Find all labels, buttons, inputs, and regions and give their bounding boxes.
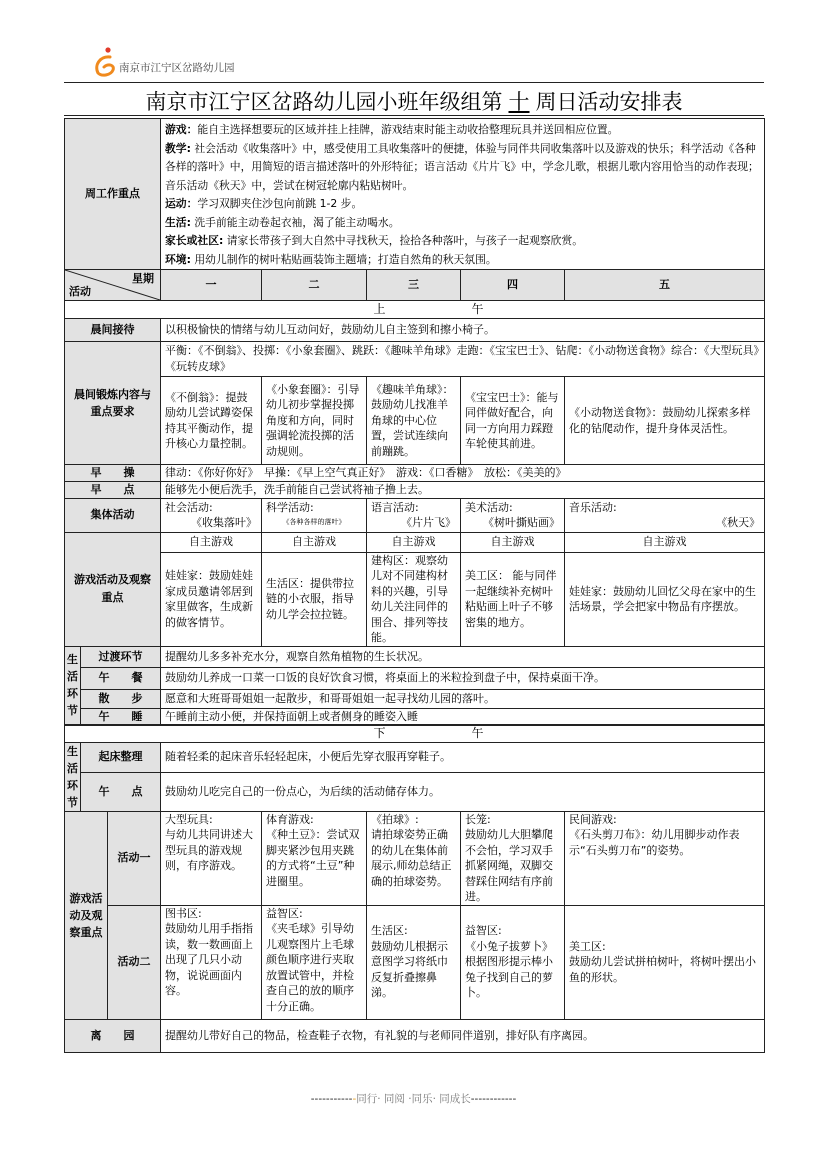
group-activity-wednesday: 语言活动: 《片片飞》 [367, 498, 461, 532]
exercise-thursday: 《宝宝巴士》：能与同伴做好配合，向同一方向用力踩蹬车轮使其前进。 [461, 377, 565, 465]
play-monday: 娃娃家：鼓励娃娃家成员邀请邻居到家里做客，生成新的做客情节。 [161, 552, 262, 646]
reception-label: 晨间接待 [65, 319, 161, 342]
title-rule [64, 115, 764, 116]
weekly-focus-label: 周工作重点 [65, 119, 161, 270]
activity-two-wednesday: 生活区: 鼓励幼儿根据示意图学习将纸巾反复折叠擦鼻涕。 [367, 905, 461, 1019]
reception-text: 以积极愉快的情绪与幼儿互动问好，鼓励幼儿自主签到和擦小椅子。 [161, 319, 765, 342]
footer-motto: ------------同行· 同阅 ·同乐· 同成长------------ [310, 1093, 517, 1105]
life-transition-text: 提醒幼儿多多补充水分，观察自然角植物的生长状况。 [161, 646, 765, 667]
play-tuesday: 生活区：提供带拉链的小衣服，指导幼儿学会拉拉链。 [262, 552, 367, 646]
activity-two-row [65, 905, 765, 1019]
life-lunch-text: 鼓励幼儿养成一口菜一口饭的良好饮食习惯，将桌面上的米粒捡到盘子中，保持桌面干净。 [161, 667, 765, 689]
exercise-label: 晨间锻炼内容与重点要求 [65, 342, 161, 465]
morning-section-row [65, 301, 765, 319]
leave-label: 离 园 [65, 1019, 161, 1052]
group-activity-monday: 社会活动: 《收集落叶》 [161, 498, 262, 532]
morning-exercise-text: 律动：《你好你好》 早操：《早上空气真正好》 游戏：《口香糖》 放松：《美美的》 [161, 465, 765, 482]
play-heading-monday: 自主游戏 [161, 532, 262, 552]
morning-snack-text: 能够先小便后洗手，洗手前能自己尝试将袖子撸上去。 [161, 482, 765, 499]
morning-play-label: 游戏活动及观察重点 [65, 532, 161, 646]
play-heading-friday: 自主游戏 [565, 532, 765, 552]
afternoon-snack-text: 鼓励幼儿吃完自己的一份点心，为后续的活动储存体力。 [161, 772, 765, 811]
morning-exercise-row [65, 465, 765, 482]
morning-snack-row [65, 482, 765, 499]
day-monday: 一 [161, 270, 262, 301]
diagonal-header-cell [65, 270, 161, 301]
morning-snack-label: 早 点 [65, 482, 161, 499]
afternoon-section-row [65, 725, 765, 742]
exercise-summary: 平衡：《不倒翁》、投掷：《小象套圈》、跳跃：《趣味羊角球》走跑：《宝宝巴士》、钻爬：《小动物送食物》综合：《大型玩具》《玩转皮球》 [161, 342, 765, 377]
exercise-tuesday: 《小象套圈》：引导幼儿初步掌握投掷角度和方向，同时强调轮流投掷的活动规则。 [262, 377, 367, 465]
wake-up-row [65, 742, 765, 772]
activity-two-friday: 美工区: 鼓励幼儿尝试拼柏树叶，将树叶摆出小鱼的形状。 [565, 905, 765, 1019]
life-lunch-row [65, 667, 765, 689]
focus-environment: 环境: 用幼儿制作的树叶粘贴画装饰主题墙；打造自然角的秋天氛围。 [165, 252, 497, 266]
weekly-focus-content [161, 119, 765, 270]
focus-life: 生活: 洗手前能主动卷起衣袖，渴了能主动喝水。 [165, 215, 400, 229]
day-thursday: 四 [461, 270, 565, 301]
group-activity-friday: 音乐活动: 《秋天》 [565, 498, 765, 532]
exercise-summary-row [65, 342, 765, 377]
reception-row [65, 319, 765, 342]
activity-two-thursday: 益智区: 《小兔子拔萝卜》根据图形提示棒小兔子找到自己的萝卜。 [461, 905, 565, 1019]
life-transition-label: 过渡环节 [81, 646, 161, 667]
logo-mark-icon [92, 46, 118, 78]
life-walk-text: 愿意和大班哥哥姐姐一起散步，和哥哥姐姐一起寻找幼儿园的落叶。 [161, 689, 765, 708]
play-friday: 娃娃家：鼓励幼儿回忆父母在家中的生活场景，学会把家中物品有序摆放。 [565, 552, 765, 646]
day-wednesday: 三 [367, 270, 461, 301]
activity-header-label: 活动 [69, 284, 91, 298]
play-heading-wednesday: 自主游戏 [367, 532, 461, 552]
focus-sport: 运动：学习双脚夹住沙包向前跳 1-2 步。 [165, 197, 363, 210]
play-heading-thursday: 自主游戏 [461, 532, 565, 552]
afternoon-play-label: 游戏活动及观察重点 [65, 811, 108, 1019]
schedule-table [64, 118, 765, 1053]
afternoon-section-header: 下 午 [65, 725, 765, 742]
school-logo [92, 46, 235, 78]
group-activity-row [65, 498, 765, 532]
page-title [64, 86, 764, 116]
header-rule [64, 82, 764, 83]
morning-exercise-label: 早 操 [65, 465, 161, 482]
play-heading-row [65, 532, 765, 552]
activity-two-tuesday: 益智区: 《夹毛球》引导幼儿观察图片上毛球颜色顺序进行夹取放置试管中，并检查自己的放的顺序十分正确。 [262, 905, 367, 1019]
life-lunch-label: 午 餐 [81, 667, 161, 689]
play-wednesday: 建构区：观察幼儿对不同建构材料的兴趣，引导幼儿关注同伴的围合、排列等技能。 [367, 552, 461, 646]
activity-two-label: 活动二 [108, 905, 161, 1019]
activity-two-monday: 图书区: 鼓励幼儿用手指指读，数一数画面上出现了几只小动物，说说画面内容。 [161, 905, 262, 1019]
group-activity-thursday: 美术活动: 《树叶撕贴画》 [461, 498, 565, 532]
day-friday: 五 [565, 270, 765, 301]
activity-one-monday: 大型玩具: 与幼儿共同讲述大型玩具的游戏规则，有序游戏。 [161, 811, 262, 905]
activity-one-friday: 民间游戏: 《石头剪刀布》：幼儿用脚步动作表示“石头剪刀布”的姿势。 [565, 811, 765, 905]
day-tuesday: 二 [262, 270, 367, 301]
morning-life-label: 生活环节 [65, 646, 81, 725]
activity-one-tuesday: 体育游戏: 《种土豆》：尝试双脚夹紧沙包用夹跳的方式将“土豆”种进圈里。 [262, 811, 367, 905]
life-walk-label: 散 步 [81, 689, 161, 708]
life-transition-row [65, 646, 765, 667]
play-days-row [65, 552, 765, 646]
afternoon-snack-row [65, 772, 765, 811]
wake-up-label: 起床整理 [81, 742, 161, 772]
activity-one-wednesday: 《拍球》: 请拍球姿势正确的幼儿在集体前展示,师幼总结正确的拍球姿势。 [367, 811, 461, 905]
wake-up-text: 随着轻柔的起床音乐轻轻起床，小便后先穿衣服再穿鞋子。 [161, 742, 765, 772]
group-activity-label: 集体活动 [65, 498, 161, 532]
life-nap-label: 午 睡 [81, 708, 161, 725]
play-thursday: 美工区： 能与同伴一起继续补充树叶粘贴画上叶子不够密集的地方。 [461, 552, 565, 646]
activity-one-thursday: 长笼: 鼓励幼儿大胆攀爬不会怕，学习双手抓紧网绳，双脚交替踩住网结有序前进。 [461, 811, 565, 905]
title-suffix: 周日活动安排表 [535, 90, 683, 114]
life-nap-row [65, 708, 765, 725]
weekday-header-label: 星期 [132, 272, 155, 285]
weekly-focus-row [65, 119, 765, 270]
title-prefix: 南京市江宁区岔路幼儿园小班年级组第 [145, 90, 503, 114]
week-number: 十 [508, 90, 530, 114]
exercise-days-row [65, 377, 765, 465]
focus-parents: 家长或社区: 请家长带孩子到大自然中寻找秋天，捡拾各种落叶，与孩子一起观察欣赏。 [165, 234, 584, 247]
activity-one-row [65, 811, 765, 905]
leave-row [65, 1019, 765, 1052]
day-header-row [65, 270, 765, 301]
afternoon-snack-label: 午 点 [81, 772, 161, 811]
afternoon-life-label: 生活环节 [65, 742, 81, 811]
morning-section-header: 上 午 [65, 301, 765, 319]
focus-teaching: 教学: 社会活动《收集落叶》中，感受使用工具收集落叶的便捷，体验与同伴共同收集落叶以及游戏的快乐；科学活动《各种各样的落叶》中，用简短的语言描述落叶的外形特征；语言活动《片片飞》中，学念儿歌，根据儿歌内容用恰当的动作表现；音乐活动《秋天》中，尝试在树冠轮廓内粘贴树叶。 [165, 141, 759, 192]
life-nap-text: 午睡前主动小便，并保持面朝上或者侧身的睡姿入睡 [161, 708, 765, 725]
play-heading-tuesday: 自主游戏 [262, 532, 367, 552]
exercise-friday: 《小动物送食物》：鼓励幼儿探索多样化的钻爬动作，提升身体灵活性。 [565, 377, 765, 465]
exercise-wednesday: 《趣味羊角球》：鼓励幼儿找准羊角球的中心位置，尝试连续向前蹦跳。 [367, 377, 461, 465]
exercise-monday: 《不倒翁》：提鼓励幼儿尝试蹲姿保持其平衡动作，提升核心力量控制。 [161, 377, 262, 465]
life-walk-row [65, 689, 765, 708]
logo-text: 南京市江宁区岔路幼儿园 [119, 62, 235, 74]
leave-text: 提醒幼儿带好自己的物品，检查鞋子衣物，有礼貌的与老师同伴道别，排好队有序离园。 [161, 1019, 765, 1052]
focus-game: 游戏：能自主选择想要玩的区域并挂上挂牌，游戏结束时能主动收拾整理玩具并送回相应位置。 [165, 123, 619, 136]
group-activity-tuesday: 科学活动: 《各种各样的落叶》 [262, 498, 367, 532]
activity-one-label: 活动一 [108, 811, 161, 905]
